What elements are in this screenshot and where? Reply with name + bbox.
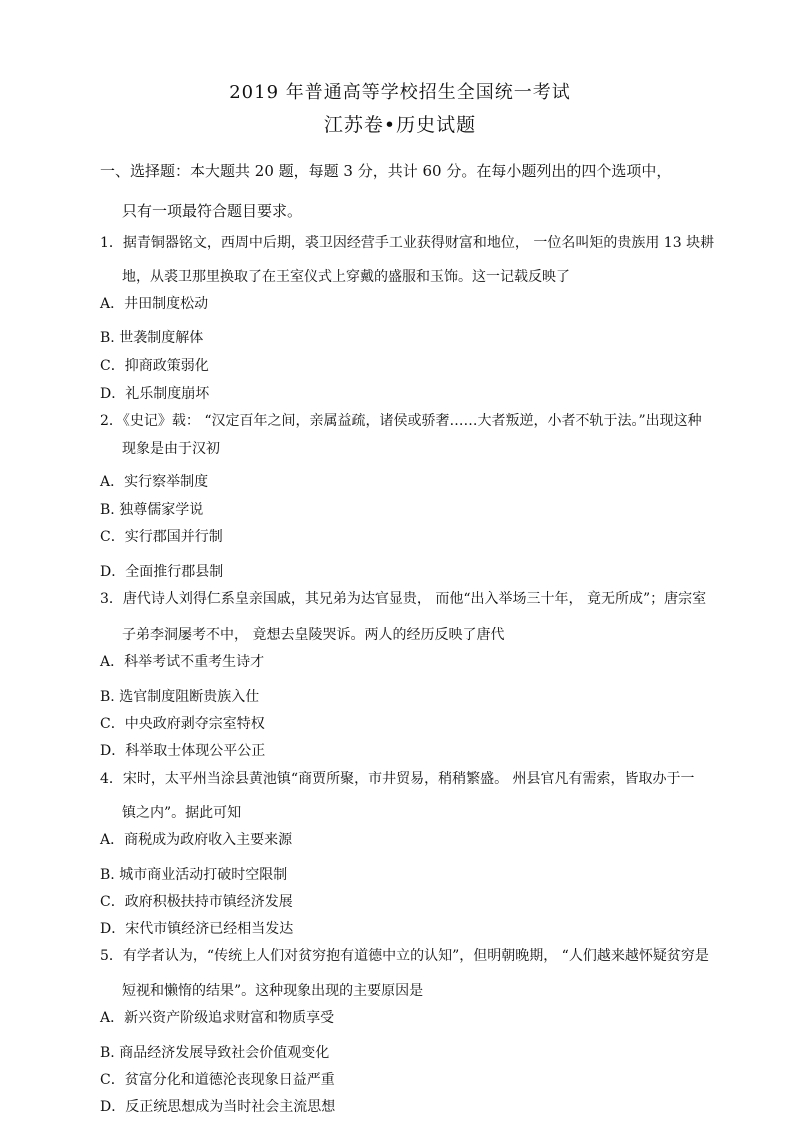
question-1-option-b: B. 世袭制度解体 [100, 330, 204, 346]
question-4-stem: 4．宋时，太平州当涂县黄池镇“商贾所聚，市井贸易，稍稍繁盛。 州县官凡有需索，皆取办于一 [100, 771, 695, 787]
question-2-option-b: B. 独尊儒家学说 [100, 502, 204, 518]
question-3-option-d: D．科举取士体现公平公正 [100, 743, 266, 759]
question-2-option-a: A．实行察举制度 [100, 474, 209, 490]
question-1-stem-continued: 地，从裘卫那里换取了在王室仪式上穿戴的盛服和玉饰。这一记载反映了 [122, 269, 570, 285]
question-4-stem-continued: 镇之内”。据此可知 [122, 805, 242, 821]
exam-title: 2019 年普通高等学校招生全国统一考试 [229, 82, 571, 103]
question-2-option-c: C．实行郡国并行制 [100, 529, 223, 545]
exam-subtitle: 江苏卷•历史试题 [323, 114, 477, 136]
question-5-option-a: A．新兴资产阶级追求财富和物质享受 [100, 1010, 335, 1026]
question-4-option-b: B. 城市商业活动打破时空限制 [100, 867, 288, 883]
question-3-option-a: A．科举考试不重考生诗才 [100, 654, 265, 670]
question-2-stem-continued: 现象是由于汉初 [122, 441, 220, 457]
question-5-option-c: C．贫富分化和道德沦丧现象日益严重 [100, 1072, 335, 1088]
question-4-option-d: D．宋代市镇经济已经相当发达 [100, 921, 294, 937]
section-instruction-line-2: 只有一项最符合题目要求。 [122, 202, 303, 220]
question-1-option-a: A．井田制度松动 [100, 296, 209, 312]
question-5-option-d: D．反正统思想成为当时社会主流思想 [100, 1099, 336, 1115]
question-1-option-d: D．礼乐制度崩坏 [100, 386, 210, 402]
question-5-stem: 5．有学者认为，“传统上人们对贫穷抱有道德中立的认知”，但明朝晚期， “人们越来越怀疑贫穷是 [100, 948, 709, 964]
question-4-option-a: A．商税成为政府收入主要来源 [100, 832, 293, 848]
question-2-option-d: D．全面推行郡县制 [100, 564, 224, 580]
question-1-stem: 1．据青铜器铭文，西周中后期，裘卫因经营手工业获得财富和地位， 一位名叫矩的贵族用 13 块耕 [100, 235, 715, 251]
question-3-stem-continued: 子弟李洞屡考不中， 竟想去皇陵哭诉。两人的经历反映了唐代 [122, 627, 505, 643]
question-3-option-b: B. 选官制度阻断贵族入仕 [100, 689, 260, 705]
question-1-option-c: C．抑商政策弱化 [100, 358, 209, 374]
question-3-option-c: C．中央政府剥夺宗室特权 [100, 716, 265, 732]
section-instruction-line-1: 一、选择题：本大题共 20 题，每题 3 分，共计 60 分。在每小题列出的四个选项中， [100, 162, 672, 180]
question-2-stem: 2．《史记》载： “汉定百年之间，亲属益疏，诸侯或骄奢……大者叛逆，小者不轨于法。”出现这种 [100, 413, 702, 429]
question-5-option-b: B. 商品经济发展导致社会价值观变化 [100, 1045, 330, 1061]
question-5-stem-continued: 短视和懒惰的结果”。这种现象出现的主要原因是 [122, 983, 424, 999]
question-4-option-c: C．政府积极扶持市镇经济发展 [100, 894, 293, 910]
question-3-stem: 3．唐代诗人刘得仁系皇亲国戚，其兄弟为达官显贵， 而他“出入举场三十年， 竟无所成”；唐宗室 [100, 591, 707, 607]
